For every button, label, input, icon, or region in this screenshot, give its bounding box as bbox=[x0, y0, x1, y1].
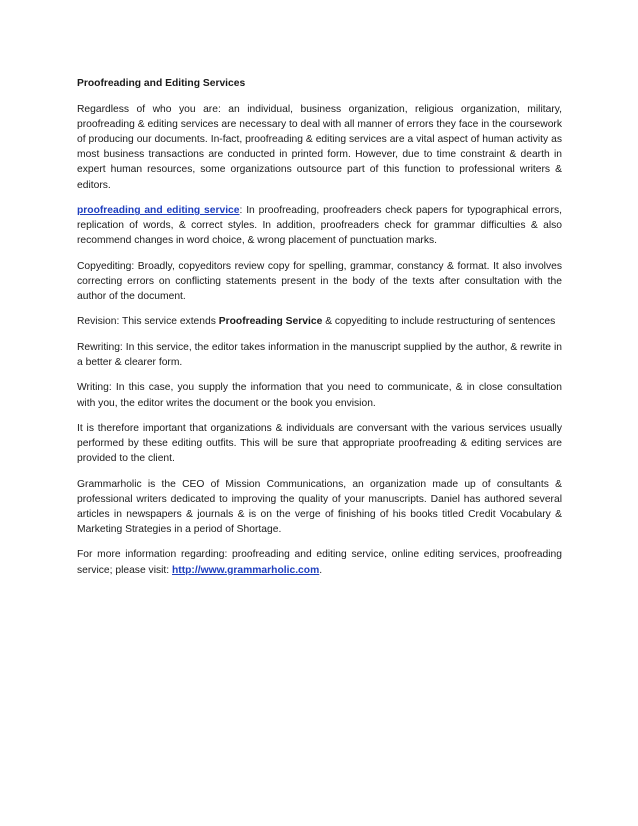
writing-paragraph: Writing: In this case, you supply the information that you need to communicate, & in close consultation with you, the editor writes the document or the book you envision. bbox=[77, 382, 562, 409]
more-info-text: For more information regarding: proofreading and editing service, online editing services, proofreading service; please visit: bbox=[77, 549, 562, 576]
revision-text-after: & copyediting to include restructuring of sentences bbox=[322, 316, 556, 328]
proofreading-service-link[interactable]: proofreading and editing service bbox=[77, 205, 240, 217]
document-body bbox=[77, 76, 562, 588]
rewriting-paragraph: Rewriting: In this service, the editor takes information in the manuscript supplied by the author, & rewrite in a better & clearer form. bbox=[77, 341, 562, 368]
intro-paragraph: Regardless of who you are: an individual, business organization, religious organization, military, proofreading & editing services are necessary to deal with all manner of errors they face in the coursework of producing our documents. In-fact, proofreading & editing services are a vital aspect of human activity as most business transactions are conducted in printed form. However, due to time constraint & dearth in expert human resources, some organizations outsource part of this function to professional writers & editors. bbox=[77, 104, 562, 191]
more-info-end: . bbox=[319, 564, 323, 576]
proofreading-text: : In proofreading, proofreaders check papers for typographical errors, replication of words, & correct styles. In addition, proofreaders check for grammar difficulties & also recommend changes in word choice, & wrong placement of punctuation marks. bbox=[77, 205, 562, 247]
author-bio-paragraph: Grammarholic is the CEO of Mission Communications, an organization made up of consultants & professional writers dedicated to improving the quality of your manuscripts. Daniel has authored several articles in newspapers & journals & is on the verge of finishing of his books titled Credit Vocabulary & Marketing Strategies in a period of Shortage. bbox=[77, 478, 562, 535]
proofreading-paragraph bbox=[77, 203, 562, 248]
revision-paragraph bbox=[77, 314, 562, 329]
document-title: Proofreading and Editing Services bbox=[77, 78, 246, 89]
revision-text-before: Revision: This service extends bbox=[77, 316, 219, 328]
more-info-paragraph bbox=[77, 547, 562, 577]
conversant-paragraph: It is therefore important that organizations & individuals are conversant with the various services usually performed by these editing outfits. This will be sure that appropriate proofreading & editing services are provided to the client. bbox=[77, 423, 562, 465]
website-link[interactable]: http://www.grammarholic.com bbox=[172, 564, 320, 576]
revision-bold-text: Proofreading Service bbox=[218, 316, 323, 328]
copyediting-paragraph: Copyediting: Broadly, copyeditors review copy for spelling, grammar, constancy & format. It also involves correcting errors on conflicting statements present in the body of the texts after consultation with the author of the document. bbox=[77, 260, 562, 302]
